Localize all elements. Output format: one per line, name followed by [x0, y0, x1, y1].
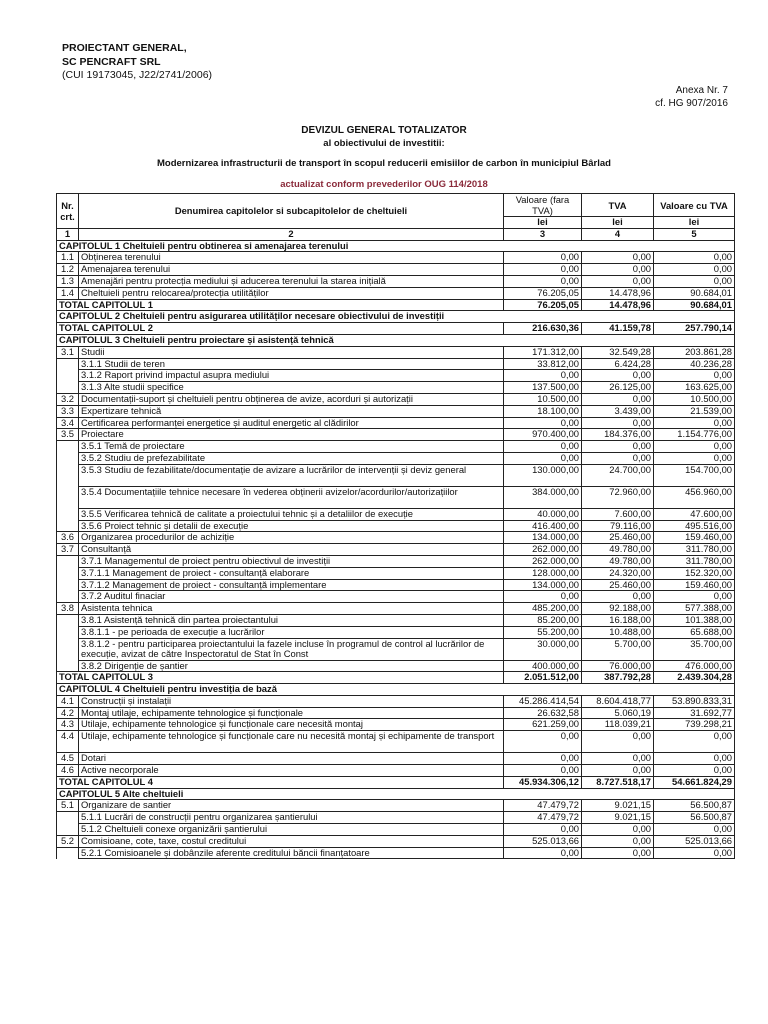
value-with-tva-cell: 476.000,00 [654, 660, 735, 672]
row-label: Expertizare tehnică [79, 405, 504, 417]
row-label: Comisioane, cote, taxe, costul creditului [79, 835, 504, 847]
row-number: 3.3 [57, 405, 79, 417]
value-with-tva-cell: 495.516,00 [654, 520, 735, 532]
value-cell: 76.205,05 [504, 287, 582, 299]
value-cell: 2.051.512,00 [504, 672, 582, 684]
value-with-tva-cell: 65.688,00 [654, 626, 735, 638]
value-cell: 137.500,00 [504, 382, 582, 394]
chapter-header-row [57, 311, 735, 323]
tva-cell: 0,00 [582, 835, 654, 847]
row-label: 3.7.2 Auditul finaciar [79, 591, 504, 603]
row-label: Montaj utilaje, echipamente tehnologice și funcționale [79, 707, 504, 719]
value-cell: 525.013,66 [504, 835, 582, 847]
index-cell: 1 [57, 228, 79, 240]
table-row [57, 638, 735, 660]
tva-cell: 72.960,00 [582, 486, 654, 508]
table-row [57, 346, 735, 358]
tva-cell: 0,00 [582, 264, 654, 276]
value-with-tva-cell: 90.684,01 [654, 287, 735, 299]
row-number [57, 508, 79, 520]
row-number [57, 824, 79, 836]
table-row [57, 264, 735, 276]
value-with-tva-cell: 163.625,00 [654, 382, 735, 394]
budget-table-body [57, 194, 735, 859]
tva-cell: 0,00 [582, 441, 654, 453]
tva-cell: 0,00 [582, 731, 654, 753]
row-number: 4.6 [57, 765, 79, 777]
row-number [57, 441, 79, 453]
annex-block [655, 84, 728, 110]
row-number: 3.6 [57, 532, 79, 544]
tva-cell: 26.125,00 [582, 382, 654, 394]
update-note: actualizat conform prevederilor OUG 114/2018 [280, 179, 488, 190]
value-cell: 216.630,36 [504, 323, 582, 335]
total-label: TOTAL CAPITOLUL 1 [57, 299, 504, 311]
row-label: Active necorporale [79, 765, 504, 777]
table-row [57, 486, 735, 508]
table-row [57, 520, 735, 532]
table-row [57, 532, 735, 544]
value-with-tva-cell: 1.154.776,00 [654, 429, 735, 441]
row-label: 5.1.1 Lucrări de construcții pentru organizarea șantierului [79, 812, 504, 824]
tva-cell: 387.792,28 [582, 672, 654, 684]
value-cell: 0,00 [504, 753, 582, 765]
row-label: Studii [79, 346, 504, 358]
tva-cell: 0,00 [582, 417, 654, 429]
value-with-tva-cell: 0,00 [654, 264, 735, 276]
value-with-tva-cell: 56.500,87 [654, 812, 735, 824]
value-cell: 26.632,58 [504, 707, 582, 719]
chapter-header-row [57, 684, 735, 696]
tva-cell: 32.549,28 [582, 346, 654, 358]
chapter-total-row [57, 299, 735, 311]
value-with-tva-cell: 21.539,00 [654, 405, 735, 417]
designer-block [62, 42, 212, 83]
row-number: 1.4 [57, 287, 79, 299]
value-with-tva-cell: 0,00 [654, 252, 735, 264]
tva-cell: 25.460,00 [582, 532, 654, 544]
row-label: Utilaje, echipamente tehnologice și funcționale care nu necesită montaj și echipamente de transport [79, 731, 504, 753]
value-with-tva-cell: 35.700,00 [654, 638, 735, 660]
row-label: 3.7.1.1 Management de proiect - consultanță elaborare [79, 567, 504, 579]
table-row [57, 382, 735, 394]
tva-cell: 9.021,15 [582, 812, 654, 824]
tva-cell: 49.780,00 [582, 544, 654, 556]
tva-cell: 0,00 [582, 275, 654, 287]
tva-cell: 0,00 [582, 847, 654, 859]
annex-number: Anexa Nr. 7 [675, 85, 728, 96]
row-number [57, 812, 79, 824]
tva-cell: 0,00 [582, 753, 654, 765]
header-tva: TVA [582, 194, 654, 217]
value-cell: 76.205,05 [504, 299, 582, 311]
row-number [57, 555, 79, 567]
value-cell: 0,00 [504, 731, 582, 753]
value-cell: 45.286.414,54 [504, 695, 582, 707]
table-row [57, 252, 735, 264]
index-cell: 4 [582, 228, 654, 240]
tva-cell: 5.060,19 [582, 707, 654, 719]
document-title: DEVIZUL GENERAL TOTALIZATOR [301, 125, 467, 136]
value-cell: 485.200,00 [504, 603, 582, 615]
row-number: 3.5 [57, 429, 79, 441]
tva-cell: 0,00 [582, 824, 654, 836]
tva-cell: 7.600,00 [582, 508, 654, 520]
row-number [57, 579, 79, 591]
row-number: 3.2 [57, 393, 79, 405]
row-number: 3.8 [57, 603, 79, 615]
value-cell: 134.000,00 [504, 579, 582, 591]
row-label: 3.1.3 Alte studii specifice [79, 382, 504, 394]
tva-cell: 3.439,00 [582, 405, 654, 417]
budget-table [56, 193, 735, 859]
row-number [57, 520, 79, 532]
value-cell: 0,00 [504, 252, 582, 264]
chapter-header-row [57, 240, 735, 252]
value-with-tva-cell: 0,00 [654, 765, 735, 777]
table-row [57, 405, 735, 417]
chapter-title: CAPITOLUL 5 Alte cheltuieli [57, 788, 735, 800]
table-row [57, 567, 735, 579]
row-number: 1.1 [57, 252, 79, 264]
row-number: 4.3 [57, 719, 79, 731]
tva-cell: 41.159,78 [582, 323, 654, 335]
chapter-title: CAPITOLUL 2 Cheltuieli pentru asigurarea utilităților necesare obiectivului de investiții [57, 311, 735, 323]
row-label: Certificarea performanței energetice și auditul energetic al clădirilor [79, 417, 504, 429]
header-name: Denumirea capitolelor si subcapitolelor de cheltuieli [79, 194, 504, 229]
row-label: 3.8.1.1 - pe perioada de execuție a lucrărilor [79, 626, 504, 638]
tva-cell: 0,00 [582, 765, 654, 777]
row-number: 4.1 [57, 695, 79, 707]
total-label: TOTAL CAPITOLUL 4 [57, 776, 504, 788]
row-number: 1.2 [57, 264, 79, 276]
row-label: 3.5.1 Temă de proiectare [79, 441, 504, 453]
table-row [57, 824, 735, 836]
row-number [57, 567, 79, 579]
chapter-total-row [57, 323, 735, 335]
row-number: 4.5 [57, 753, 79, 765]
table-row [57, 603, 735, 615]
value-with-tva-cell: 0,00 [654, 417, 735, 429]
row-label: Dotari [79, 753, 504, 765]
value-cell: 30.000,00 [504, 638, 582, 660]
row-label: Documentații-suport și cheltuieli pentru obținerea de avize, acorduri și autorizații [79, 393, 504, 405]
value-cell: 10.500,00 [504, 393, 582, 405]
table-row [57, 275, 735, 287]
value-cell: 0,00 [504, 765, 582, 777]
value-with-tva-cell: 257.790,14 [654, 323, 735, 335]
chapter-title: CAPITOLUL 1 Cheltuieli pentru obtinerea si amenajarea terenului [57, 240, 735, 252]
tva-cell: 118.039,21 [582, 719, 654, 731]
row-label: 3.8.1.2 - pentru participarea proiectantului la fazele incluse în programul de control al lucrărilor de execuție, avizat de către Inspectoratul de Stat în Const [79, 638, 504, 660]
value-with-tva-cell: 47.600,00 [654, 508, 735, 520]
value-with-tva-cell: 0,00 [654, 824, 735, 836]
table-row [57, 393, 735, 405]
table-row [57, 287, 735, 299]
row-label: Obținerea terenului [79, 252, 504, 264]
value-with-tva-cell: 31.692,77 [654, 707, 735, 719]
table-row [57, 731, 735, 753]
row-label: Amenajări pentru protecția mediului și aducerea terenului la starea inițială [79, 275, 504, 287]
value-cell: 18.100,00 [504, 405, 582, 417]
row-label: Asistenta tehnica [79, 603, 504, 615]
row-number: 3.7 [57, 544, 79, 556]
row-label: 3.5.3 Studiu de fezabilitate/documentație de avizare a lucrărilor de intervenții și deviz general [79, 464, 504, 486]
table-row [57, 508, 735, 520]
row-label: Construcții și instalații [79, 695, 504, 707]
value-cell: 0,00 [504, 824, 582, 836]
value-with-tva-cell: 203.861,28 [654, 346, 735, 358]
table-row [57, 812, 735, 824]
table-row [57, 614, 735, 626]
tva-cell: 49.780,00 [582, 555, 654, 567]
row-label: Cheltuieli pentru relocarea/protecția utilităților [79, 287, 504, 299]
value-cell: 0,00 [504, 275, 582, 287]
value-with-tva-cell: 159.460,00 [654, 579, 735, 591]
table-row [57, 464, 735, 486]
row-number [57, 486, 79, 508]
value-with-tva-cell: 56.500,87 [654, 800, 735, 812]
table-row [57, 591, 735, 603]
designer-line-2: SC PENCRAFT SRL [62, 55, 161, 68]
tva-cell: 5.700,00 [582, 638, 654, 660]
value-cell: 128.000,00 [504, 567, 582, 579]
tva-cell: 25.460,00 [582, 579, 654, 591]
row-label: 3.1.1 Studii de teren [79, 358, 504, 370]
table-row [57, 429, 735, 441]
table-row [57, 847, 735, 859]
table-row [57, 358, 735, 370]
row-label: Proiectare [79, 429, 504, 441]
table-row [57, 370, 735, 382]
value-cell: 40.000,00 [504, 508, 582, 520]
row-number: 4.4 [57, 731, 79, 753]
value-with-tva-cell: 456.960,00 [654, 486, 735, 508]
value-cell: 0,00 [504, 264, 582, 276]
value-with-tva-cell: 577.388,00 [654, 603, 735, 615]
chapter-title: CAPITOLUL 3 Cheltuieli pentru proiectare și asistență tehnică [57, 334, 735, 346]
row-number [57, 358, 79, 370]
unit-cell: lei [504, 217, 582, 229]
value-cell: 134.000,00 [504, 532, 582, 544]
table-row [57, 695, 735, 707]
row-number: 5.1 [57, 800, 79, 812]
row-label: Amenajarea terenului [79, 264, 504, 276]
row-label: 3.5.2 Studiu de prefezabilitate [79, 452, 504, 464]
table-row [57, 441, 735, 453]
tva-cell: 76.000,00 [582, 660, 654, 672]
row-number [57, 614, 79, 626]
designer-line-3: (CUI 19173045, J22/2741/2006) [62, 69, 213, 81]
tva-cell: 6.424,28 [582, 358, 654, 370]
row-number [57, 660, 79, 672]
row-number: 3.4 [57, 417, 79, 429]
table-row [57, 660, 735, 672]
value-with-tva-cell: 311.780,00 [654, 544, 735, 556]
value-cell: 0,00 [504, 370, 582, 382]
header-nr: Nr. crt. [57, 194, 79, 229]
tva-cell: 0,00 [582, 252, 654, 264]
table-row [57, 765, 735, 777]
header-value-tva: Valoare cu TVA [654, 194, 735, 217]
tva-cell: 24.700,00 [582, 464, 654, 486]
tva-cell: 92.188,00 [582, 603, 654, 615]
chapter-header-row [57, 788, 735, 800]
value-cell: 85.200,00 [504, 614, 582, 626]
tva-cell: 0,00 [582, 393, 654, 405]
value-cell: 0,00 [504, 417, 582, 429]
unit-cell: lei [654, 217, 735, 229]
value-with-tva-cell: 0,00 [654, 370, 735, 382]
row-number [57, 452, 79, 464]
table-row [57, 452, 735, 464]
value-cell: 47.479,72 [504, 800, 582, 812]
tva-cell: 16.188,00 [582, 614, 654, 626]
row-label: 3.5.6 Proiect tehnic și detalii de execuție [79, 520, 504, 532]
tva-cell: 79.116,00 [582, 520, 654, 532]
value-with-tva-cell: 53.890.833,31 [654, 695, 735, 707]
chapter-title: CAPITOLUL 4 Cheltuieli pentru investiția de bază [57, 684, 735, 696]
total-label: TOTAL CAPITOLUL 2 [57, 323, 504, 335]
value-with-tva-cell: 40.236,28 [654, 358, 735, 370]
unit-cell: lei [582, 217, 654, 229]
value-with-tva-cell: 10.500,00 [654, 393, 735, 405]
table-row [57, 555, 735, 567]
row-label: 3.5.5 Verificarea tehnică de calitate a proiectului tehnic și a detaliilor de execuție [79, 508, 504, 520]
tva-cell: 9.021,15 [582, 800, 654, 812]
value-cell: 0,00 [504, 441, 582, 453]
value-cell: 970.400,00 [504, 429, 582, 441]
value-cell: 416.400,00 [504, 520, 582, 532]
annex-reference: cf. HG 907/2016 [655, 98, 728, 109]
value-with-tva-cell: 311.780,00 [654, 555, 735, 567]
value-cell: 0,00 [504, 591, 582, 603]
row-number: 3.1 [57, 346, 79, 358]
value-cell: 0,00 [504, 452, 582, 464]
value-cell: 55.200,00 [504, 626, 582, 638]
tva-cell: 0,00 [582, 591, 654, 603]
row-label: 5.2.1 Comisioanele și dobânzile aferente creditului băncii finanțatoare [79, 847, 504, 859]
tva-cell: 0,00 [582, 452, 654, 464]
value-cell: 262.000,00 [504, 555, 582, 567]
value-with-tva-cell: 0,00 [654, 847, 735, 859]
value-cell: 47.479,72 [504, 812, 582, 824]
value-cell: 384.000,00 [504, 486, 582, 508]
row-label: 3.1.2 Raport privind impactul asupra mediului [79, 370, 504, 382]
row-number: 5.2 [57, 835, 79, 847]
designer-line-1: PROIECTANT GENERAL, [62, 42, 187, 54]
tva-cell: 14.478,96 [582, 299, 654, 311]
value-with-tva-cell: 54.661.824,29 [654, 776, 735, 788]
tva-cell: 8.604.418,77 [582, 695, 654, 707]
value-with-tva-cell: 152.320,00 [654, 567, 735, 579]
row-number [57, 626, 79, 638]
value-with-tva-cell: 154.700,00 [654, 464, 735, 486]
value-with-tva-cell: 2.439.304,28 [654, 672, 735, 684]
value-with-tva-cell: 0,00 [654, 441, 735, 453]
index-cell: 3 [504, 228, 582, 240]
table-row [57, 719, 735, 731]
tva-cell: 8.727.518,17 [582, 776, 654, 788]
value-with-tva-cell: 525.013,66 [654, 835, 735, 847]
value-cell: 621.259,00 [504, 719, 582, 731]
value-cell: 130.000,00 [504, 464, 582, 486]
table-row [57, 753, 735, 765]
value-cell: 400.000,00 [504, 660, 582, 672]
row-number [57, 382, 79, 394]
table-row [57, 835, 735, 847]
header-value: Valoare (fara TVA) [504, 194, 582, 217]
row-number: 4.2 [57, 707, 79, 719]
row-number [57, 847, 79, 859]
row-number [57, 638, 79, 660]
table-row [57, 544, 735, 556]
value-with-tva-cell: 739.298,21 [654, 719, 735, 731]
index-cell: 2 [79, 228, 504, 240]
value-with-tva-cell: 0,00 [654, 275, 735, 287]
value-with-tva-cell: 0,00 [654, 591, 735, 603]
table-row [57, 579, 735, 591]
value-with-tva-cell: 101.388,00 [654, 614, 735, 626]
row-label: 3.7.1.2 Management de proiect - consultanță implementare [79, 579, 504, 591]
total-label: TOTAL CAPITOLUL 3 [57, 672, 504, 684]
table-header-row [57, 194, 735, 217]
row-label: Organizare de santier [79, 800, 504, 812]
chapter-total-row [57, 672, 735, 684]
value-cell: 45.934.306,12 [504, 776, 582, 788]
index-cell: 5 [654, 228, 735, 240]
chapter-total-row [57, 776, 735, 788]
tva-cell: 24.320,00 [582, 567, 654, 579]
row-label: 5.1.2 Cheltuieli conexe organizării șantierului [79, 824, 504, 836]
row-label: 3.7.1 Managementul de proiect pentru obiectivul de investiții [79, 555, 504, 567]
value-cell: 262.000,00 [504, 544, 582, 556]
table-row [57, 626, 735, 638]
row-label: Utilaje, echipamente tehnologice și funcționale care necesită montaj [79, 719, 504, 731]
table-row [57, 417, 735, 429]
value-with-tva-cell: 0,00 [654, 452, 735, 464]
tva-cell: 184.376,00 [582, 429, 654, 441]
value-cell: 171.312,00 [504, 346, 582, 358]
row-label: Consultanță [79, 544, 504, 556]
row-number [57, 370, 79, 382]
row-number [57, 591, 79, 603]
row-number [57, 464, 79, 486]
value-with-tva-cell: 90.684,01 [654, 299, 735, 311]
document-subtitle: al obiectivului de investitii: [323, 138, 445, 149]
tva-cell: 0,00 [582, 370, 654, 382]
value-cell: 0,00 [504, 847, 582, 859]
table-row [57, 800, 735, 812]
row-label: 3.5.4 Documentațiile tehnice necesare în vederea obținerii avizelor/acordurilor/autorizațiilor [79, 486, 504, 508]
row-label: 3.8.1 Asistență tehnică din partea proiectantului [79, 614, 504, 626]
row-number: 1.3 [57, 275, 79, 287]
value-with-tva-cell: 159.460,00 [654, 532, 735, 544]
value-cell: 33.812,00 [504, 358, 582, 370]
row-label: Organizarea procedurilor de achiziție [79, 532, 504, 544]
value-with-tva-cell: 0,00 [654, 753, 735, 765]
table-index-row [57, 228, 735, 240]
project-title: Modernizarea infrastructurii de transport în scopul reducerii emisiilor de carbon în municipiul Bârlad [157, 158, 611, 169]
value-with-tva-cell: 0,00 [654, 731, 735, 753]
table-row [57, 707, 735, 719]
chapter-header-row [57, 334, 735, 346]
tva-cell: 10.488,00 [582, 626, 654, 638]
tva-cell: 14.478,96 [582, 287, 654, 299]
row-label: 3.8.2 Dirigenție de șantier [79, 660, 504, 672]
